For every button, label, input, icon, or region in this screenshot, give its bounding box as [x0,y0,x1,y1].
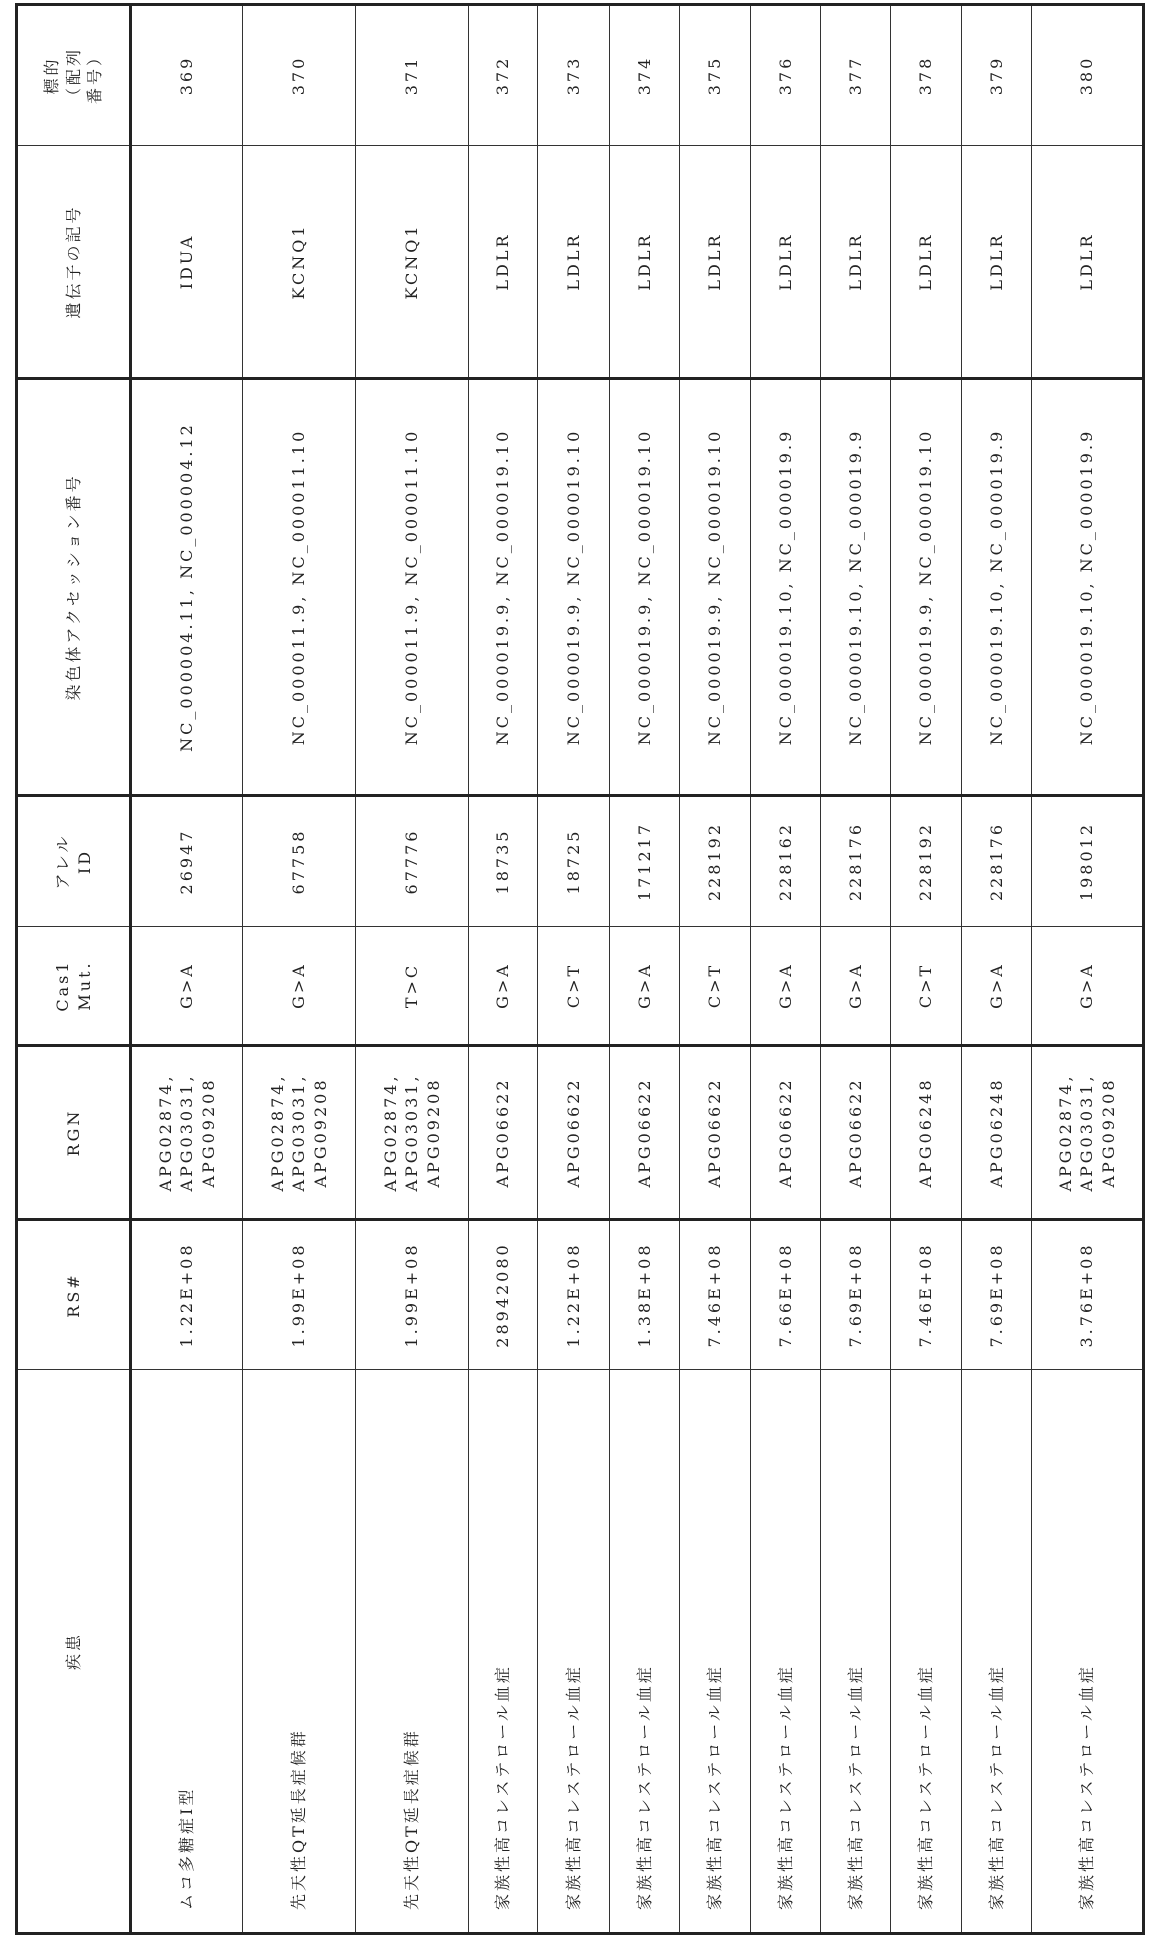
cell-rgn: APG06622 [821,1046,891,1220]
cell-rs-number: 1.22E+08 [538,1220,610,1370]
cell-disease: 家族性高コレステロール血症 [821,1370,891,1934]
cell-disease: 家族性高コレステロール血症 [469,1370,538,1934]
cell-gene-symbol: LDLR [469,146,538,379]
table-row [821,5,891,1934]
cell-chromosome-accession: NC_000019.10, NC_000019.9 [821,379,891,796]
cell-allele-id: 228192 [891,796,962,927]
cell-rgn: APG06622 [469,1046,538,1220]
cell-target-seq-id: 379 [962,5,1032,146]
cell-rs-number: 3.76E+08 [1032,1220,1144,1370]
cell-gene-symbol: LDLR [1032,146,1144,379]
cell-gene-symbol: LDLR [962,146,1032,379]
cell-gene-symbol: KCNQ1 [356,146,469,379]
gene-target-table [15,3,1145,1935]
cell-chromosome-accession: NC_000004.11, NC_000004.12 [131,379,243,796]
cell-rgn: APG06622 [751,1046,821,1220]
cell-gene-symbol: LDLR [610,146,680,379]
cell-cas1-mutation: G>A [131,927,243,1046]
cell-chromosome-accession: NC_000011.9, NC_000011.10 [243,379,356,796]
header-chromosome-accession: 染色体アクセッション番号 [17,379,131,796]
cell-allele-id: 18735 [469,796,538,927]
cell-disease: 家族性高コレステロール血症 [610,1370,680,1934]
cell-disease: 先天性QT延長症候群 [356,1370,469,1934]
cell-disease: ムコ多糖症Ⅰ型 [131,1370,243,1934]
cell-disease: 先天性QT延長症候群 [243,1370,356,1934]
cell-gene-symbol: KCNQ1 [243,146,356,379]
table-row [538,5,610,1934]
cell-chromosome-accession: NC_000019.9, NC_000019.10 [891,379,962,796]
cell-rgn: APG06622 [538,1046,610,1220]
cell-chromosome-accession: NC_000019.9, NC_000019.10 [610,379,680,796]
table-row [610,5,680,1934]
cell-rs-number: 7.66E+08 [751,1220,821,1370]
cell-cas1-mutation: C>T [538,927,610,1046]
cell-cas1-mutation: T>C [356,927,469,1046]
cell-target-seq-id: 373 [538,5,610,146]
cell-allele-id: 228176 [821,796,891,927]
cell-cas1-mutation: G>A [751,927,821,1046]
cell-allele-id: 67758 [243,796,356,927]
cell-target-seq-id: 377 [821,5,891,146]
table-row [356,5,469,1934]
header-gene-symbol: 遺伝子の記号 [17,146,131,379]
cell-target-seq-id: 378 [891,5,962,146]
cell-disease: 家族性高コレステロール血症 [751,1370,821,1934]
cell-cas1-mutation: G>A [1032,927,1144,1046]
cell-allele-id: 228192 [680,796,751,927]
cell-allele-id: 26947 [131,796,243,927]
cell-chromosome-accession: NC_000019.9, NC_000019.10 [538,379,610,796]
cell-rgn: APG06622 [680,1046,751,1220]
header-row [17,5,131,1934]
cell-cas1-mutation: C>T [680,927,751,1046]
cell-gene-symbol: LDLR [821,146,891,379]
cell-chromosome-accession: NC_000019.10, NC_000019.9 [962,379,1032,796]
cell-cas1-mutation: G>A [610,927,680,1046]
cell-rs-number: 1.38E+08 [610,1220,680,1370]
cell-rgn: APG06622 [610,1046,680,1220]
cell-target-seq-id: 375 [680,5,751,146]
header-rs-number: RS# [17,1220,131,1370]
cell-allele-id: 228176 [962,796,1032,927]
cell-rs-number: 1.22E+08 [131,1220,243,1370]
cell-disease: 家族性高コレステロール血症 [891,1370,962,1934]
cell-target-seq-id: 370 [243,5,356,146]
cell-allele-id: 67776 [356,796,469,927]
cell-gene-symbol: LDLR [751,146,821,379]
cell-rs-number: 7.46E+08 [680,1220,751,1370]
cell-rgn: APG06248 [891,1046,962,1220]
cell-chromosome-accession: NC_000019.10, NC_000019.9 [1032,379,1144,796]
cell-disease: 家族性高コレステロール血症 [1032,1370,1144,1934]
cell-chromosome-accession: NC_000011.9, NC_000011.10 [356,379,469,796]
cell-rgn: APG06248 [962,1046,1032,1220]
cell-rgn: APG02874, APG03031, APG09208 [131,1046,243,1220]
cell-rgn: APG02874, APG03031, APG09208 [356,1046,469,1220]
cell-rs-number: 1.99E+08 [356,1220,469,1370]
cell-disease: 家族性高コレステロール血症 [680,1370,751,1934]
cell-allele-id: 198012 [1032,796,1144,927]
cell-cas1-mutation: G>A [821,927,891,1046]
header-cas1-mutation: Cas1 Mut. [17,927,131,1046]
cell-target-seq-id: 371 [356,5,469,146]
table-row [243,5,356,1934]
cell-disease: 家族性高コレステロール血症 [538,1370,610,1934]
cell-gene-symbol: IDUA [131,146,243,379]
header-allele-id: アレル ID [17,796,131,927]
cell-allele-id: 228162 [751,796,821,927]
cell-gene-symbol: LDLR [680,146,751,379]
header-target-seq-id: 標的 （配列 番号） [17,5,131,146]
header-disease: 疾患 [17,1370,131,1934]
table-row [751,5,821,1934]
cell-disease: 家族性高コレステロール血症 [962,1370,1032,1934]
table-row [469,5,538,1934]
cell-rs-number: 28942080 [469,1220,538,1370]
table-row [891,5,962,1934]
cell-rs-number: 1.99E+08 [243,1220,356,1370]
cell-target-seq-id: 372 [469,5,538,146]
cell-target-seq-id: 376 [751,5,821,146]
cell-cas1-mutation: G>A [243,927,356,1046]
cell-rgn: APG02874, APG03031, APG09208 [1032,1046,1144,1220]
cell-target-seq-id: 380 [1032,5,1144,146]
cell-cas1-mutation: G>A [469,927,538,1046]
table-row [131,5,243,1934]
cell-rs-number: 7.69E+08 [962,1220,1032,1370]
cell-chromosome-accession: NC_000019.9, NC_000019.10 [469,379,538,796]
cell-allele-id: 18725 [538,796,610,927]
header-rgn: RGN [17,1046,131,1220]
cell-allele-id: 171217 [610,796,680,927]
cell-cas1-mutation: C>T [891,927,962,1046]
cell-rs-number: 7.46E+08 [891,1220,962,1370]
cell-cas1-mutation: G>A [962,927,1032,1046]
cell-chromosome-accession: NC_000019.9, NC_000019.10 [680,379,751,796]
table-row [962,5,1032,1934]
cell-gene-symbol: LDLR [891,146,962,379]
table-row [680,5,751,1934]
rotated-table-container [15,6,1142,1935]
cell-rgn: APG02874, APG03031, APG09208 [243,1046,356,1220]
cell-rs-number: 7.69E+08 [821,1220,891,1370]
cell-chromosome-accession: NC_000019.10, NC_000019.9 [751,379,821,796]
cell-gene-symbol: LDLR [538,146,610,379]
table-row [1032,5,1144,1934]
cell-target-seq-id: 369 [131,5,243,146]
cell-target-seq-id: 374 [610,5,680,146]
